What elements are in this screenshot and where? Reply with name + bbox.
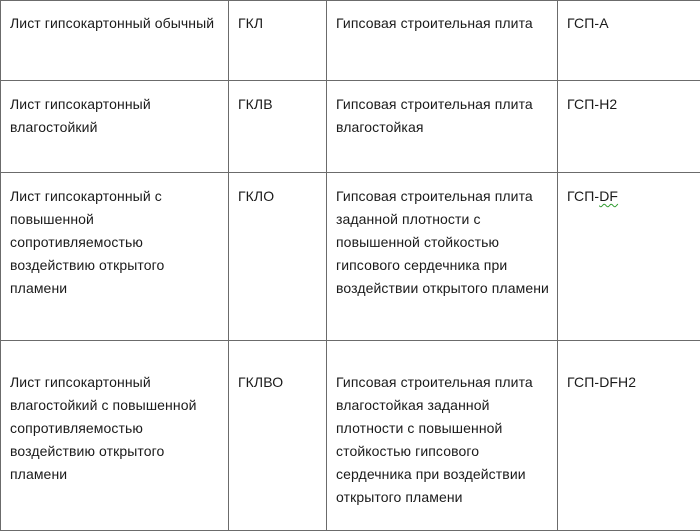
new-code-cell	[558, 341, 700, 531]
new-code-suffix: H2	[599, 96, 617, 112]
old-name-cell: Лист гипсокартонный обычный	[1, 1, 229, 81]
new-code-prefix: ГСП-	[567, 96, 599, 112]
new-code-cell	[558, 81, 700, 173]
new-code-prefix: ГСП-	[567, 374, 599, 390]
table-row	[1, 1, 700, 81]
new-name-cell: Гипсовая строительная плита влагостойкая заданной плотности с повышенной стойкостью гипсового сердечника при воздействии открытого пламени	[327, 341, 558, 531]
new-code-prefix: ГСП-	[567, 15, 599, 31]
new-code-suffix: DFH2	[599, 374, 636, 390]
table-row	[1, 173, 700, 341]
new-name-cell: Гипсовая строительная плита заданной плотности с повышенной стойкостью гипсового сердечника при воздействии открытого пламени	[327, 173, 558, 341]
old-abbr-cell: ГКЛВ	[229, 81, 327, 173]
new-name-cell: Гипсовая строительная плита	[327, 1, 558, 81]
table-row	[1, 341, 700, 531]
old-name-cell: Лист гипсокартонный с повышенной сопротивляемостью воздействию открытого пламени	[1, 173, 229, 341]
old-abbr-cell: ГКЛО	[229, 173, 327, 341]
old-name-cell: Лист гипсокартонный влагостойкий	[1, 81, 229, 173]
old-name-cell: Лист гипсокартонный влагостойкий с повышенной сопротивляемостью воздействию открытого пламени	[1, 341, 229, 531]
new-name-cell: Гипсовая строительная плита влагостойкая	[327, 81, 558, 173]
new-code-cell	[558, 1, 700, 81]
table-row	[1, 81, 700, 173]
spellcheck-underlined-code-suffix: DF	[599, 188, 618, 204]
old-abbr-cell: ГКЛВО	[229, 341, 327, 531]
new-code-suffix: A	[599, 15, 608, 31]
old-abbr-cell: ГКЛ	[229, 1, 327, 81]
new-code-prefix: ГСП-	[567, 188, 599, 204]
new-code-cell	[558, 173, 700, 341]
